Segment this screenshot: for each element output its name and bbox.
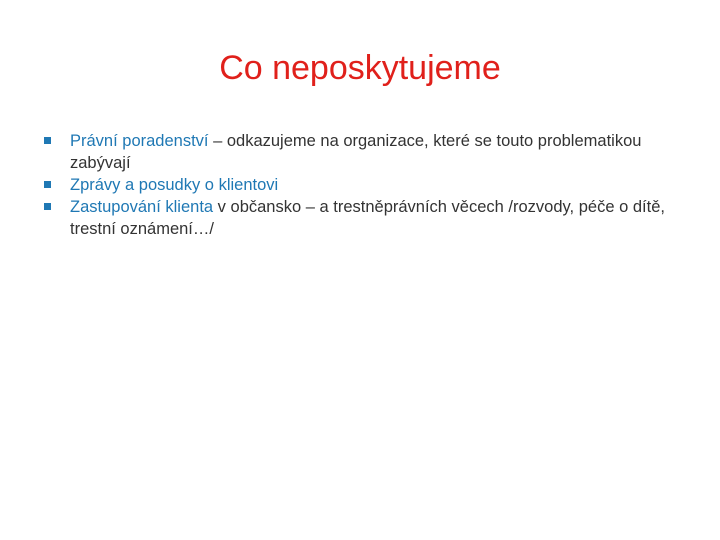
bullet-text: v občansko – a trestněprávních věcech /rozvody, péče o dítě, trestní oznámení…/ bbox=[70, 198, 665, 238]
bullet-highlight: Zastupování klienta bbox=[70, 198, 214, 216]
bullet-text: – odkazujeme na organizace, které se touto problematikou zabývají bbox=[70, 132, 642, 172]
square-bullet-icon bbox=[44, 137, 51, 144]
bullet-list bbox=[40, 130, 690, 240]
bullet-item bbox=[40, 174, 690, 196]
bullet-highlight: Zprávy a posudky o klientovi bbox=[70, 176, 279, 194]
square-bullet-icon bbox=[44, 203, 51, 210]
bullet-item bbox=[40, 130, 690, 174]
square-bullet-icon bbox=[44, 181, 51, 188]
bullet-highlight: Právní poradenství bbox=[70, 132, 209, 150]
bullet-item bbox=[40, 196, 690, 240]
slide-title: Co neposkytujeme bbox=[219, 49, 501, 87]
